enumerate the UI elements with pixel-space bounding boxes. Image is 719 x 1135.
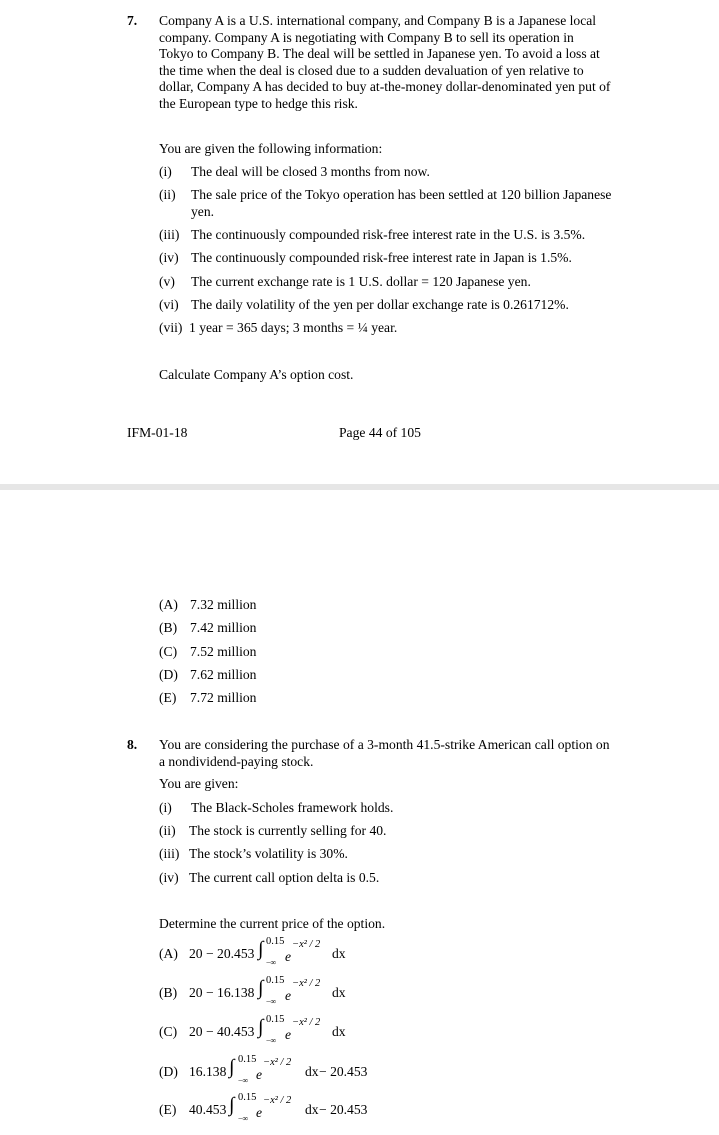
question-body bbox=[159, 13, 639, 112]
item-label: (i) bbox=[159, 164, 172, 179]
exponential-base: e bbox=[285, 988, 292, 1003]
item-text: 1 year = 365 days; 3 months = ¼ year. bbox=[189, 320, 398, 335]
item-label: (i) bbox=[159, 800, 172, 815]
integral-upper-limit: 0.15 bbox=[266, 1014, 285, 1025]
question-prompt: Determine the current price of the option. bbox=[159, 916, 386, 931]
differential: dx bbox=[305, 1064, 319, 1079]
question-body bbox=[159, 737, 639, 770]
item-text: The continuously compounded risk-free interest rate in Japan is 1.5%. bbox=[191, 250, 572, 265]
body-line: the European type to hedge this risk. bbox=[159, 95, 358, 111]
item-text: The stock’s volatility is 30%. bbox=[189, 846, 348, 861]
choice-coefficient: 20 − 20.453 bbox=[189, 946, 255, 961]
exponential-base: e bbox=[285, 1027, 292, 1042]
item-text: The current exchange rate is 1 U.S. dollar = 120 Japanese yen. bbox=[191, 274, 531, 289]
choice-text: 7.32 million bbox=[190, 597, 257, 612]
integral-sign: ∫ bbox=[229, 1094, 235, 1116]
choice-label: (D) bbox=[159, 667, 178, 682]
item-text: The Black-Scholes framework holds. bbox=[191, 800, 394, 815]
choice-label: (C) bbox=[159, 644, 178, 659]
item-label: (ii) bbox=[159, 823, 176, 838]
integral-sign: ∫ bbox=[258, 1016, 264, 1038]
item-label: (vi) bbox=[159, 297, 179, 312]
item-text: yen. bbox=[191, 203, 215, 219]
choice-text: 7.42 million bbox=[190, 620, 257, 635]
item-label: (iii) bbox=[159, 846, 180, 861]
exponential-base: e bbox=[285, 949, 292, 964]
item-text: The sale price of the Tokyo operation has been settled at 120 billion Japanese bbox=[191, 187, 612, 202]
choice-label: (A) bbox=[159, 946, 178, 961]
body-line: a nondividend-paying stock. bbox=[159, 753, 314, 769]
integral-upper-limit: 0.15 bbox=[266, 936, 285, 947]
exponential-base: e bbox=[256, 1105, 263, 1120]
choice-label: (A) bbox=[159, 597, 178, 612]
body-line: Tokyo to Company B. The deal will be settled in Japanese yen. To avoid a loss at bbox=[159, 46, 600, 61]
body-line: You are considering the purchase of a 3-month 41.5-strike American call option on bbox=[159, 737, 610, 752]
question-prompt: Calculate Company A’s option cost. bbox=[159, 367, 354, 382]
exponential-base: e bbox=[256, 1067, 263, 1082]
item-text: The continuously compounded risk-free interest rate in the U.S. is 3.5%. bbox=[191, 227, 586, 242]
item-label: (ii) bbox=[159, 187, 176, 202]
item-text: The daily volatility of the yen per dollar exchange rate is 0.261712%. bbox=[191, 297, 569, 312]
exponent: −x² / 2 bbox=[292, 1017, 321, 1028]
given-intro: You are given: bbox=[159, 776, 239, 791]
integral-lower-limit: −∞ bbox=[266, 1036, 277, 1045]
item-label: (vii) bbox=[159, 320, 183, 335]
choice-label: (E) bbox=[159, 1102, 177, 1117]
item-text: The current call option delta is 0.5. bbox=[189, 870, 380, 885]
item-text: The stock is currently selling for 40. bbox=[189, 823, 387, 838]
differential: dx bbox=[305, 1102, 319, 1117]
choice-label: (B) bbox=[159, 985, 178, 1000]
body-line: Company A is a U.S. international company, and Company B is a Japanese local bbox=[159, 13, 597, 28]
integral-lower-limit: −∞ bbox=[266, 997, 277, 1006]
choice-label: (E) bbox=[159, 690, 177, 705]
choice-text: 7.52 million bbox=[190, 644, 257, 659]
choice-coefficient: 40.453 bbox=[189, 1102, 227, 1117]
given-intro: You are given the following information: bbox=[159, 141, 383, 156]
integral-sign: ∫ bbox=[229, 1056, 235, 1078]
integral-upper-limit: 0.15 bbox=[238, 1092, 257, 1103]
footer-doc-id: IFM-01-18 bbox=[127, 425, 188, 440]
choice-text: 7.72 million bbox=[190, 690, 257, 705]
differential: dx bbox=[332, 1024, 346, 1039]
choice-label: (D) bbox=[159, 1064, 178, 1079]
integral-lower-limit: −∞ bbox=[238, 1076, 249, 1085]
exponent: −x² / 2 bbox=[292, 978, 321, 989]
choice-coefficient: 16.138 bbox=[189, 1064, 227, 1079]
body-line: the time when the deal is closed due to a sudden devaluation of yen relative to bbox=[159, 62, 584, 78]
differential: dx bbox=[332, 985, 346, 1000]
choice-label: (C) bbox=[159, 1024, 178, 1039]
integral-sign: ∫ bbox=[258, 977, 264, 999]
differential: dx bbox=[332, 946, 346, 961]
choice-label: (B) bbox=[159, 620, 178, 635]
integral-lower-limit: −∞ bbox=[266, 958, 277, 967]
exponent: −x² / 2 bbox=[263, 1095, 292, 1106]
body-line: company. Company A is negotiating with Company B to sell its operation in bbox=[159, 29, 574, 45]
integral-lower-limit: −∞ bbox=[238, 1114, 249, 1123]
choice-text: 7.62 million bbox=[190, 667, 257, 682]
exponent: −x² / 2 bbox=[292, 939, 321, 950]
exponent: −x² / 2 bbox=[263, 1057, 292, 1068]
choice-coefficient: 20 − 16.138 bbox=[189, 985, 255, 1000]
item-label: (iv) bbox=[159, 870, 179, 885]
page-44 bbox=[0, 0, 719, 484]
question-number: 8. bbox=[127, 737, 138, 752]
body-line: dollar, Company A has decided to buy at-the-money dollar-denominated yen put of bbox=[159, 79, 611, 94]
footer-page-number: Page 44 of 105 bbox=[339, 425, 421, 440]
item-label: (iv) bbox=[159, 250, 179, 265]
question-number: 7. bbox=[127, 13, 138, 28]
item-text: The deal will be closed 3 months from now. bbox=[191, 164, 430, 179]
item-text-block bbox=[191, 187, 639, 220]
integral-upper-limit: 0.15 bbox=[266, 975, 285, 986]
choice-subtrahend: − 20.453 bbox=[319, 1102, 368, 1117]
integral-upper-limit: 0.15 bbox=[238, 1054, 257, 1065]
item-label: (iii) bbox=[159, 227, 180, 242]
item-label: (v) bbox=[159, 274, 175, 289]
choice-coefficient: 20 − 40.453 bbox=[189, 1024, 255, 1039]
integral-sign: ∫ bbox=[258, 938, 264, 960]
choice-subtrahend: − 20.453 bbox=[319, 1064, 368, 1079]
